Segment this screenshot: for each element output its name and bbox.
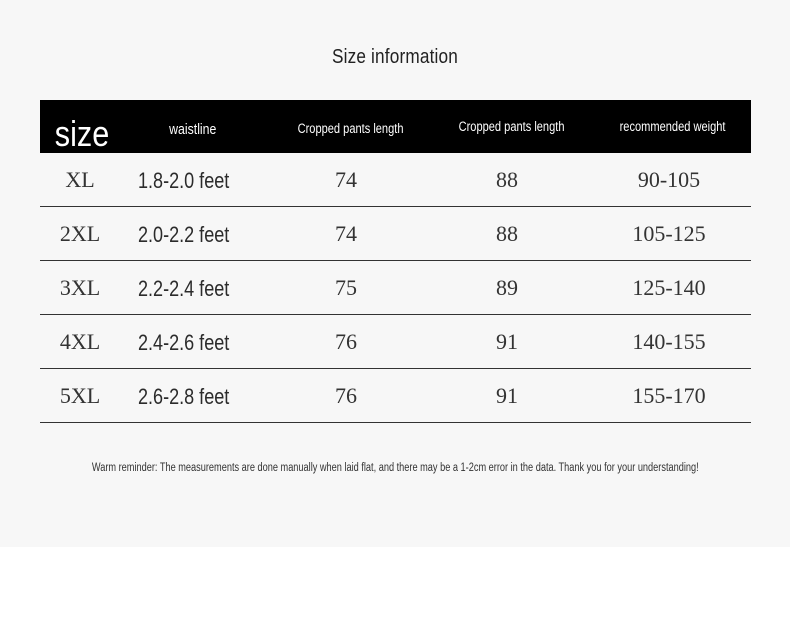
- header-waistline: waistline: [168, 121, 217, 138]
- table-row: [40, 369, 751, 423]
- cell-cropped-length-2: 91: [496, 328, 518, 354]
- cell-cropped-length-2: 91: [496, 382, 518, 408]
- cell-recommended-weight: 90-105: [637, 166, 701, 192]
- table-row: [40, 315, 751, 369]
- cell-size: XL: [65, 166, 95, 192]
- header-size: size: [54, 112, 110, 154]
- cell-size: 5XL: [59, 382, 101, 408]
- table-row: [40, 207, 751, 261]
- cell-size: 4XL: [59, 328, 101, 354]
- table-row: [40, 153, 751, 207]
- cell-cropped-length-1: 76: [335, 328, 357, 354]
- cell-recommended-weight: 105-125: [632, 220, 706, 246]
- cell-cropped-length-2: 88: [496, 220, 518, 246]
- cell-recommended-weight: 155-170: [632, 382, 706, 408]
- cell-waistline: 2.4-2.6 feet: [138, 330, 230, 355]
- cell-cropped-length-1: 74: [335, 220, 357, 246]
- cell-cropped-length-1: 75: [335, 274, 357, 300]
- cell-cropped-length-1: 74: [335, 166, 357, 192]
- header-recommended-weight: recommended weight: [619, 119, 726, 134]
- cell-size: 3XL: [59, 274, 101, 300]
- cell-waistline: 2.6-2.8 feet: [138, 384, 230, 409]
- cell-recommended-weight: 125-140: [632, 274, 706, 300]
- header-cropped-length-1: Cropped pants length: [298, 121, 404, 136]
- size-table: [40, 100, 751, 423]
- cell-cropped-length-2: 89: [496, 274, 518, 300]
- cell-waistline: 2.2-2.4 feet: [138, 276, 230, 301]
- table-row: [40, 261, 751, 315]
- cell-recommended-weight: 140-155: [632, 328, 706, 354]
- header-cropped-length-2: Cropped pants length: [459, 119, 565, 134]
- cell-cropped-length-2: 88: [496, 166, 518, 192]
- cell-cropped-length-1: 76: [335, 382, 357, 408]
- cell-size: 2XL: [59, 220, 101, 246]
- table-header: [40, 100, 751, 153]
- warm-reminder-note: Warm reminder: The measurements are done manually when laid flat, and there may be a 1-2cm error in the data. Thank you for your understanding!: [91, 462, 699, 474]
- cell-waistline: 1.8-2.0 feet: [138, 168, 230, 193]
- cell-waistline: 2.0-2.2 feet: [138, 222, 230, 247]
- page-title: Size information: [331, 46, 459, 68]
